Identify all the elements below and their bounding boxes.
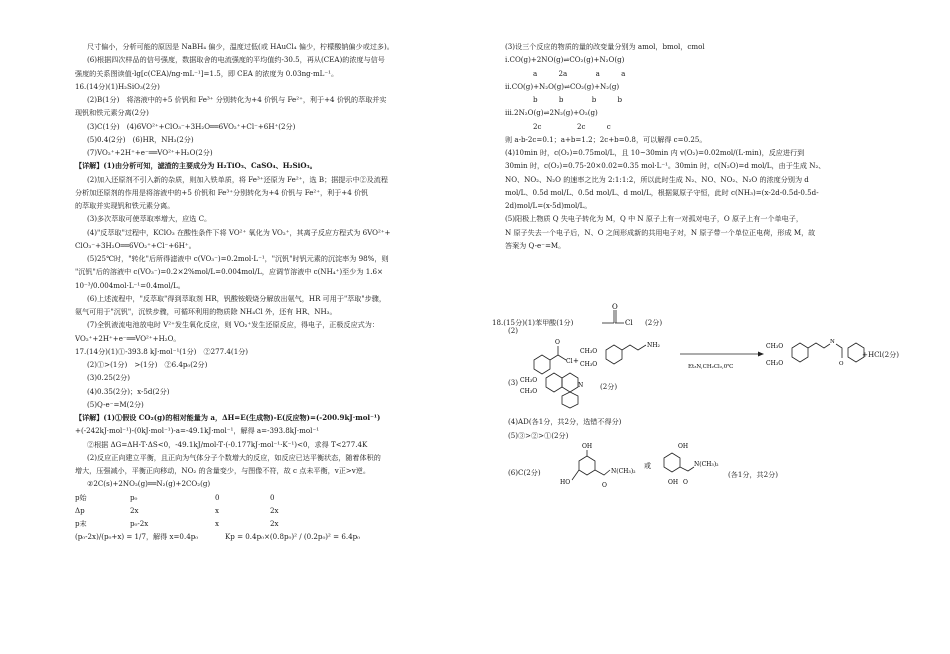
or-label: 或 [644,462,651,470]
paragraph-line: (2)加入还原剂不引入新的杂质，则加入铁单质，将 Fe³⁺还原为 Fe²⁺，选 B；据提示中②及流程 [87,174,388,184]
explanation-line: 【详解】(1)①假设 CO₂(g)的相对能量为 a，ΔH=E(生成物)-E(反应物)=(-200.9kJ·mol⁻¹) [75,413,381,422]
reaction-amounts: b b b b [533,95,623,104]
paragraph-line: (7)VO₂⁺+2H⁺+e⁻══VO²⁺+H₂O(2分) [87,148,213,157]
question-18-6-score: (各1分，共2分) [728,470,779,479]
carbonyl-o-label: O [602,482,607,489]
question-18-score: (2分) [645,318,663,327]
isomer-structures [560,440,820,495]
amide-n-label: N [830,339,835,345]
paragraph-line: (2)B(1分) 将溶液中的+5 价钒和 Fe³⁺ 分别转化为+4 价钒与 Fe²⁺，利于+4 价钒的萃取并实 [87,95,387,104]
pressure-cell: 2x [270,505,279,515]
paragraph-line: (5)25℃时，"转化"后所得滤液中 c(VO₃⁻)=0.2mol·L⁻¹，"沉钒"时钒元素的沉淀率为 98%，则 [87,254,389,263]
benzene-ring [792,343,808,362]
paragraph-line: 增大，压强减小，平衡正向移动，NO₂ 的含量变少，与图像不符，故 c 点未平衡，v正>v逆。 [75,466,370,475]
paragraph-line: (4)0.35(2分)；x-5d(2分) [87,386,170,396]
pressure-cell: x [215,505,220,515]
acyl-cl-label: Cl [625,319,633,327]
pressure-cell: p末 [75,519,87,528]
paragraph-line: 氨气可用于"沉钒"，沉铁步骤，可循环利用的物质除 NH₄Cl 外，还有 HR、NH₃。 [75,307,337,316]
pressure-cell: 2x [270,519,279,528]
paragraph-line: 答案为 Q-e⁻=M。 [505,240,566,250]
paragraph-line: 尺寸偏小，分析可能的原因是 NaBH₄ 偏少，温度过低(或 HAuCl₄ 偏少，柠檬酸钠偏少或过多)。 [87,42,394,51]
paragraph-line: mol/L、0.5d mol/L、0.5d mol/L、d mol/L，根据氮原子守恒，此时 c(NH₃)=(x-2d-0.5d-0.5d- [505,187,819,197]
hydroxy-label: OH [678,443,689,450]
chloride-label: Cl [566,358,573,365]
reaction-line: ⅱ.CO(g)+N₂O(g)⇌CO₂(g)+N₂(g) [505,81,620,91]
carbonyl-o-label: O [555,339,560,346]
pressure-table [75,491,495,531]
paragraph-line: 分析加还原剂的作用是将溶液中的+5 价钒和 Fe³⁺分别转化为+4 价钒与 Fe²⁺，利于+4 价钒 [75,187,369,197]
paragraph-line: NO、NO₂、N₂O 的速率之比为 2:1:1:2，所以此时生成 N₂、NO、NO₂、N₂O 的浓度分别为 d [505,174,809,184]
pressure-cell: 0 [215,492,220,502]
methoxy-label: CH₃O [580,361,598,368]
amine-label: NH₂ [647,342,660,349]
dimethylamide-label: N(CH₃)₂ [694,461,719,468]
paragraph-line: (6)根据四次样品的信号强度，数据取舍的电流强度的平均值约-30.5，再从(CEA)的浓度与信号 [87,55,385,65]
paragraph-line: (2)①>(1分) >(1分) ②6.4p₀(2分) [87,360,208,369]
paragraph-line: (4)10min 时，c(O₂)=0.75mol/L，且 10~30min 内 v(O₂)=0.02mol/(L·min)，反应进行到 [505,148,805,157]
paragraph-line: ②根据 ΔG=ΔH-T·ΔS<0，-49.1kJ/mol-T·(-0.177kJ·mol⁻¹·K⁻¹)<0，求得 T<277.4K [87,439,368,449]
paragraph-line: 强度的关系图读值-lg[c(CEA)/ng·mL⁻¹]=1.5，即 CEA 的浓度为 0.03ng·mL⁻¹。 [75,68,339,78]
methoxy-label: CH₃O [766,360,784,367]
paragraph-line: (2)反应正向建立平衡，且正向为气体分子个数增大的反应，如反应已达平衡状态，随着体积的 [87,452,381,462]
explanation-line: 【详解】(1)由分析可知，滤渣的主要成分为 H₂TiO₃、CaSO₄、H₂SiO₃。 [75,161,317,171]
hydroxy-label: HO [560,479,571,486]
paragraph-line: 现钒和铁元素分离(2分) [75,108,149,118]
reaction-amounts: a 2a a a [533,68,626,78]
carbonyl-o-label: O [839,361,844,367]
paragraph-line: (5)0.4(2分) (6)HR，NH₃(2分) [87,134,194,144]
right-column [505,40,885,252]
pressure-row [75,491,495,504]
pressure-row [75,517,495,530]
paragraph-line: (3)多次萃取可使萃取率增大，应选 C。 [87,214,212,224]
paragraph-line: (3)C(1分) (4)6VO²⁺+ClO₃⁻+3H₂O══6VO₂⁺+Cl⁻+6H⁺(2分) [87,121,296,131]
question-17-heading: 17.(14分)(1)①-393.8 kJ·mol⁻¹(1分) ②277.4(1分) [75,346,249,356]
paragraph-line: 2d)mol/L=(x-5d)mol/L。 [505,201,592,210]
paragraph-line: VO₂⁺+2H⁺+e⁻══VO²⁺+H₂O。 [75,333,181,343]
paragraph-line: (3)0.25(2分) [87,373,130,383]
methoxy-label: CH₃O [520,388,538,395]
paragraph-line: (5)Q-e⁻=M(2分) [87,399,144,409]
paragraph-line: 的萃取并实现钒和铁元素分离。 [75,201,175,210]
pressure-cell: Δp [75,505,85,515]
question-18-3-label: (3) [508,378,519,387]
paragraph-line: ②2C(s)+2NO₂(g)══N₂(g)+2CO₂(g) [87,479,211,489]
carbonyl-o-label: O [683,479,688,486]
equilibrium-constant: Kp = 0.4p₀×(0.8p₀)² / (0.2p₀)² = 6.4p₀ [225,532,361,542]
methoxy-label: CH₃O [766,343,784,350]
reaction-byproduct: +HCl(2分) [862,350,899,359]
left-column [75,40,495,544]
pressure-cell: 0 [270,492,275,502]
hydroxy-label: OH [668,479,679,486]
equilibrium-equation-x: (p₀-2x)/(p₀+x) = 1/7，解得 x=0.4p₀ [75,532,199,542]
question-18-2-label: (2) [508,326,519,335]
paragraph-line: (6)上述流程中，"反萃取"得到萃取剂 HR，钒酸铵煅烧分解放出氨气，HR 可用于"萃取"步骤， [87,293,386,303]
pressure-cell: 2x [130,505,139,515]
reaction-line: ⅰ.CO(g)+2NO(g)⇌CO₂(g)+N₂O(g) [505,55,625,65]
pressure-cell: p始 [75,492,87,502]
question-18-answer-1: 18.(15分)(1)苯甲酸(1分) [492,318,574,327]
question-18-6: (6)C(2分) [508,468,541,477]
paragraph-line: "沉钒"后的溶液中 c(VO₃⁻)=0.2×2%mol/L=0.004mol/L，应调节溶液中 c(NH₄⁺)至少为 1.6× [75,267,383,277]
ring-n-label: N [578,382,584,389]
equilibrium-calc [75,530,495,543]
paragraph-line: 10⁻³/0.004mol·L⁻¹=0.4mol/L。 [75,280,185,290]
pressure-cell: x [215,519,220,528]
question-18-heading [492,318,573,328]
pressure-row [75,504,495,517]
paragraph-line: (3)设三个反应的物质的量的改变量分别为 amol，bmol，cmol [505,42,705,51]
dimethylamide-label: N(CH₃)₂ [611,468,636,475]
paragraph-line: 则 a-b-2c=0.1；a+b=1.2；2c+b=0.8，可以解得 c=0.25。 [505,134,707,144]
paragraph-line: (7)全钒液流电池放电时 V²⁺发生氧化反应，则 VO₂⁺发生还原反应，得电子，正极反应式为： [87,320,379,330]
reaction-conditions: Et₃N,CH₂Cl₂,0℃ [688,364,734,370]
paragraph-line: +(-242kJ·mol⁻¹)-(0kJ·mol⁻¹)-a=-49.1kJ·mol⁻¹，解得 a=-393.8kJ·mol⁻¹ [75,426,320,436]
paragraph-line: ClO₃⁻+3H₂O══6VO₂⁺+Cl⁻+6H⁺。 [75,240,196,250]
methoxy-label: CH₃O [580,348,598,355]
paragraph-line: (4)"反萃取"过程中，KClO₃ 在酸性条件下将 VO²⁺ 氧化为 VO₂⁺，其离子反应方程式为 6VO²⁺+ [87,227,391,237]
reaction-amounts: 2c 2c c [533,121,611,131]
methoxy-label: CH₃O [520,377,538,384]
svg-text:+: + [573,357,579,365]
question-18-3-score: (2分) [600,382,618,391]
question-18-4: (4)AD(各1分，共2分，选错不得分) [508,417,622,426]
pressure-cell: p₀-2x [130,519,149,528]
acyl-o-label: O [612,303,618,311]
reaction-line: ⅲ.2N₂O(g)⇌2N₂(g)+O₂(g) [505,108,598,118]
paragraph-line: 30min 时，c(O₂)=0.75-20×0.02=0.35 mol·L⁻¹。30min 时，c(N₂O)=d mol/L，由于生成 N₂、 [505,161,826,171]
question-16-heading: 16.(14分)(1)H₂SiO₃(2分) [75,81,160,91]
paragraph-line: N 原子失去一个电子后，N、O 之间形成新的共用电子对，N 原子带一个单位正电荷，形成 M，故 [505,227,816,237]
isoquinoline-structure [520,362,610,412]
hydroxy-label: OH [582,443,593,450]
paragraph-line: (5)阳极上物质 Q 失电子转化为 M，Q 中 N 原子上有一对孤对电子，O 原子上有一个单电子， [505,214,803,224]
question-18-5: (5)③>②>①(2分) [508,431,569,440]
pressure-cell: p₀ [130,492,138,502]
